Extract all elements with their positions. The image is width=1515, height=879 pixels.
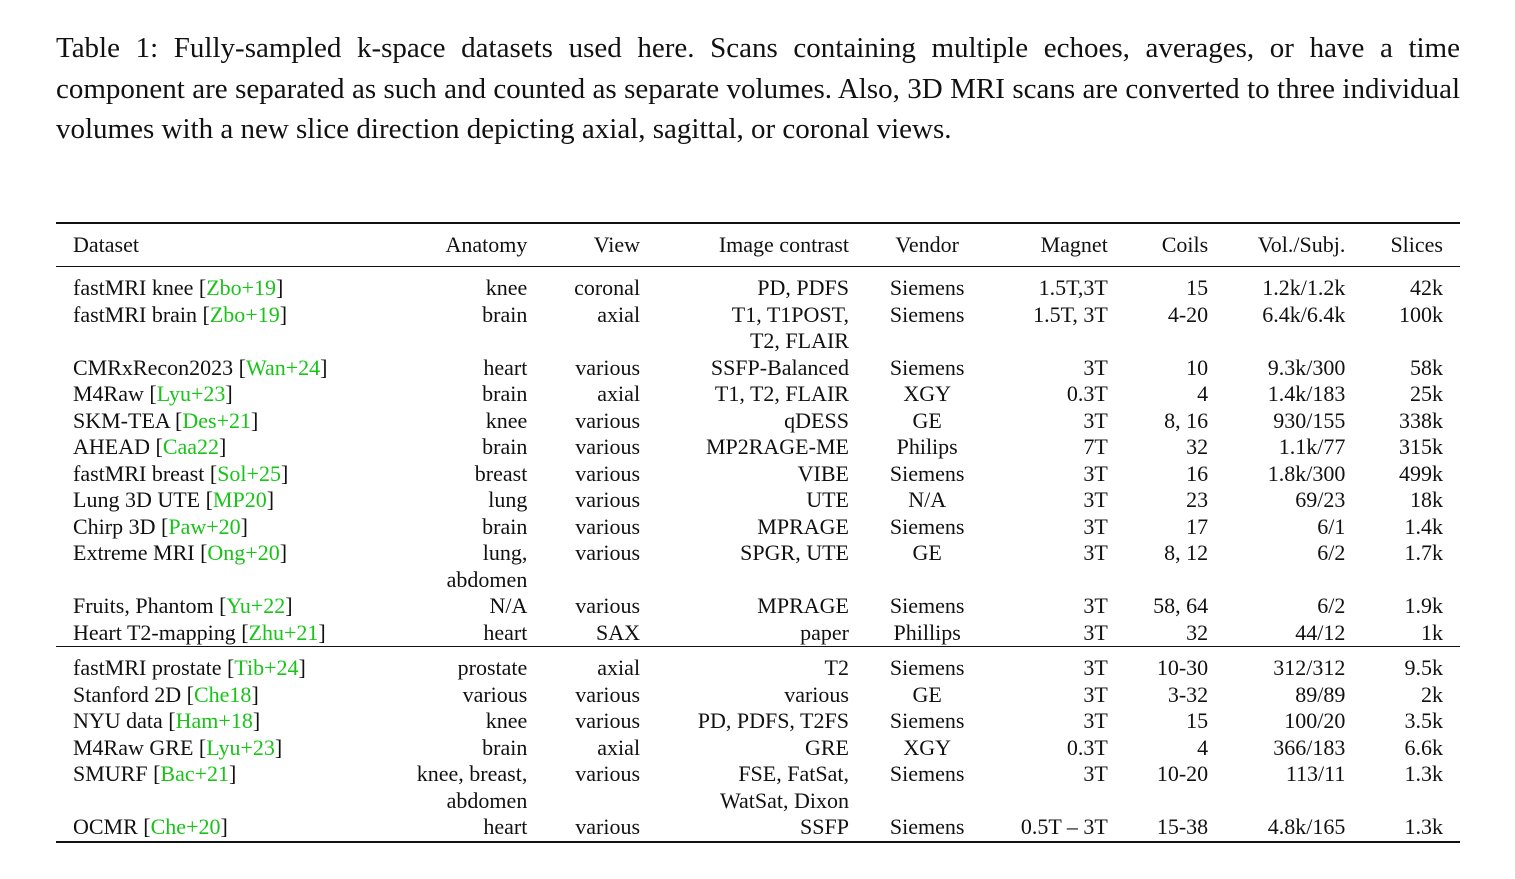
anatomy-cell-line: brain xyxy=(482,381,528,406)
coils-cell: 15 xyxy=(1186,708,1209,733)
magnet-cell: 3T xyxy=(1083,708,1108,733)
dataset-label: Stanford 2D [ xyxy=(73,681,194,707)
vendor-cell: Siemens xyxy=(889,460,965,486)
contrast-cell xyxy=(657,761,866,814)
coils-cell: 16 xyxy=(1186,460,1209,486)
anatomy-cell-line: knee, breast, xyxy=(416,761,528,786)
magnet-cell: 3T xyxy=(1083,354,1108,380)
vol-subj-cell: 1.2k/1.2k xyxy=(1262,275,1346,300)
anatomy-cell xyxy=(381,540,544,593)
anatomy-cell-line: abdomen xyxy=(446,566,528,592)
magnet-cell: 3T xyxy=(1083,513,1108,539)
vol-subj-cell: 6/2 xyxy=(1317,593,1346,618)
slices-cell: 338k xyxy=(1399,407,1443,433)
dataset-name xyxy=(56,302,381,355)
header-coils: Coils xyxy=(1161,232,1209,257)
dataset-name xyxy=(56,434,381,461)
view-cell: various xyxy=(575,814,641,839)
contrast-cell-line: PD, PDFS xyxy=(757,275,849,300)
vendor-cell: Siemens xyxy=(889,354,965,380)
slices-cell: 1.7k xyxy=(1404,540,1443,565)
table-row xyxy=(56,461,1460,488)
vendor-cell: Siemens xyxy=(889,708,965,733)
dataset-name xyxy=(56,381,381,408)
coils-cell: 15 xyxy=(1186,275,1209,300)
vendor-cell: Siemens xyxy=(889,655,965,680)
vendor-cell: GE xyxy=(912,540,942,565)
citation-bracket: ] xyxy=(252,708,261,733)
contrast-cell xyxy=(657,487,866,514)
contrast-cell-line: T1, T2, FLAIR xyxy=(714,381,849,406)
header-anatomy: Anatomy xyxy=(445,232,528,257)
coils-cell: 10-20 xyxy=(1156,761,1209,786)
contrast-cell xyxy=(657,682,866,709)
dataset-label: Fruits, Phantom [ xyxy=(73,593,227,618)
dataset-name xyxy=(56,514,381,541)
anatomy-cell xyxy=(381,593,544,620)
citation-bracket: ] xyxy=(229,761,237,786)
table-header xyxy=(56,223,1460,267)
contrast-cell xyxy=(657,408,866,435)
contrast-cell-line: PD, PDFS, T2FS xyxy=(697,708,849,733)
table-row xyxy=(56,708,1460,735)
anatomy-cell-line: brain xyxy=(482,734,528,760)
citation-bracket: ] xyxy=(225,381,233,406)
citation-link[interactable]: Wan+24 xyxy=(245,354,321,380)
table-caption: Table 1: Fully-sampled k-space datasets used here. Scans containing multiple echoes, averages, or have a time component are separated as such and counted as separate volumes. Also, 3D MRI scans are converted to three individual volumes with a new slice direction depicting axial, sagittal, or coronal views. xyxy=(56,32,1460,146)
contrast-cell xyxy=(657,355,866,382)
contrast-cell xyxy=(657,814,866,842)
view-cell: various xyxy=(575,513,641,539)
dataset-name xyxy=(56,487,381,514)
contrast-cell-line: SPGR, UTE xyxy=(740,540,849,565)
dataset-label: Lung 3D UTE [ xyxy=(73,487,213,512)
vol-subj-cell: 6.4k/6.4k xyxy=(1262,301,1346,327)
slices-cell: 1k xyxy=(1421,619,1443,645)
contrast-cell xyxy=(657,540,866,593)
citation-link[interactable]: Lyu+23 xyxy=(206,734,275,760)
anatomy-cell-line: lung xyxy=(488,487,528,512)
dataset-label: fastMRI prostate [ xyxy=(73,655,235,680)
view-cell: various xyxy=(575,487,641,512)
anatomy-cell xyxy=(381,487,544,514)
view-cell: axial xyxy=(597,381,641,406)
dataset-name xyxy=(56,735,381,762)
contrast-cell xyxy=(657,655,866,682)
citation-bracket: ] xyxy=(285,593,293,618)
coils-cell: 3-32 xyxy=(1167,681,1209,707)
dataset-label: NYU data [ xyxy=(73,708,176,733)
contrast-cell xyxy=(657,275,866,302)
anatomy-cell xyxy=(381,735,544,762)
contrast-cell-line: MPRAGE xyxy=(757,593,849,618)
anatomy-cell xyxy=(381,708,544,735)
anatomy-cell xyxy=(381,655,544,682)
coils-cell: 17 xyxy=(1186,513,1209,539)
vol-subj-cell: 1.8k/300 xyxy=(1267,460,1346,486)
dataset-label: Chirp 3D [ xyxy=(73,513,169,539)
dataset-name xyxy=(56,682,381,709)
slices-cell: 1.3k xyxy=(1404,761,1443,786)
header-dataset: Dataset xyxy=(73,232,139,257)
contrast-cell-line: GRE xyxy=(804,734,849,760)
vendor-cell: Siemens xyxy=(889,761,965,786)
table-row xyxy=(56,381,1460,408)
dataset-name xyxy=(56,355,381,382)
view-cell: various xyxy=(575,434,641,459)
vol-subj-cell: 4.8k/165 xyxy=(1267,814,1346,839)
dataset-label: AHEAD [ xyxy=(73,434,163,459)
header-view: View xyxy=(593,232,641,257)
slices-cell: 499k xyxy=(1399,460,1443,486)
citation-bracket: ] xyxy=(219,434,227,459)
magnet-cell: 3T xyxy=(1083,593,1108,618)
slices-cell: 6.6k xyxy=(1404,734,1443,760)
contrast-cell-line: FSE, FatSat, xyxy=(738,761,849,786)
citation-bracket: ] xyxy=(240,513,248,539)
coils-cell: 4 xyxy=(1197,381,1209,406)
coils-cell: 8, 12 xyxy=(1164,540,1209,565)
magnet-cell: 1.5T, 3T xyxy=(1033,301,1108,327)
citation-bracket: ] xyxy=(276,275,284,300)
dataset-label: Extreme MRI [ xyxy=(73,540,208,565)
dataset-label: fastMRI knee [ xyxy=(73,275,207,300)
vol-subj-cell: 1.4k/183 xyxy=(1267,381,1346,406)
table-row xyxy=(56,540,1460,593)
vendor-cell: Siemens xyxy=(889,593,965,618)
anatomy-cell-line: heart xyxy=(483,619,528,645)
anatomy-cell xyxy=(381,814,544,842)
dataset-label: M4Raw GRE [ xyxy=(73,734,207,760)
vendor-cell: Siemens xyxy=(889,275,965,300)
dataset-label: fastMRI brain [ xyxy=(73,301,210,327)
contrast-cell xyxy=(657,735,866,762)
vol-subj-cell: 113/11 xyxy=(1285,761,1346,786)
contrast-cell xyxy=(657,514,866,541)
table-row xyxy=(56,302,1460,355)
contrast-cell xyxy=(657,381,866,408)
citation-link[interactable]: Caa22 xyxy=(162,434,220,459)
view-cell: various xyxy=(575,681,641,707)
citation-bracket: ] xyxy=(266,487,275,512)
table-row xyxy=(56,408,1460,435)
citation-bracket: ] xyxy=(251,681,259,707)
dataset-name xyxy=(56,540,381,593)
citation-link[interactable]: Ong+20 xyxy=(207,540,280,565)
magnet-cell: 3T xyxy=(1083,681,1108,707)
magnet-cell: 3T xyxy=(1083,761,1108,786)
vendor-cell: Siemens xyxy=(889,513,965,539)
coils-cell: 58, 64 xyxy=(1153,593,1209,618)
citation-link[interactable]: Des+21 xyxy=(182,407,252,433)
table-row xyxy=(56,593,1460,620)
slices-cell: 2k xyxy=(1421,681,1443,707)
anatomy-cell-line: brain xyxy=(482,301,528,327)
slices-cell: 25k xyxy=(1410,381,1443,406)
dataset-name xyxy=(56,593,381,620)
anatomy-cell-line: breast xyxy=(474,460,528,486)
citation-link[interactable]: Tib+24 xyxy=(234,655,299,680)
coils-cell: 15-38 xyxy=(1156,814,1209,839)
magnet-cell: 3T xyxy=(1083,619,1108,645)
citation-bracket: ] xyxy=(279,301,288,327)
coils-cell: 23 xyxy=(1186,487,1209,512)
anatomy-cell-line: prostate xyxy=(457,655,528,680)
dataset-label: OCMR [ xyxy=(73,814,151,839)
coils-cell: 4-20 xyxy=(1167,301,1209,327)
table-body xyxy=(56,267,1460,842)
dataset-name xyxy=(56,814,381,842)
dataset-name xyxy=(56,408,381,435)
table-row xyxy=(56,434,1460,461)
coils-cell: 32 xyxy=(1186,619,1209,645)
slices-cell: 1.3k xyxy=(1404,814,1443,839)
contrast-cell xyxy=(657,461,866,488)
view-cell: various xyxy=(575,708,641,733)
contrast-cell-line: UTE xyxy=(806,487,849,512)
magnet-cell: 0.3T xyxy=(1066,381,1108,406)
contrast-cell xyxy=(657,708,866,735)
table-row xyxy=(56,735,1460,762)
table-row xyxy=(56,275,1460,302)
magnet-cell: 1.5T,3T xyxy=(1038,275,1108,300)
vol-subj-cell: 69/23 xyxy=(1295,487,1346,512)
anatomy-cell-line: brain xyxy=(482,434,528,459)
citation-bracket: ] xyxy=(280,460,289,486)
coils-cell: 8, 16 xyxy=(1164,407,1209,433)
header-magnet: Magnet xyxy=(1040,232,1108,257)
anatomy-cell xyxy=(381,434,544,461)
header-image-contrast: Image contrast xyxy=(718,232,849,257)
contrast-cell-line: WatSat, Dixon xyxy=(719,787,849,813)
slices-cell: 1.9k xyxy=(1404,593,1443,618)
dataset-label: CMRxRecon2023 [ xyxy=(73,354,246,380)
citation-link[interactable]: MP20 xyxy=(212,487,267,512)
anatomy-cell xyxy=(381,302,544,355)
magnet-cell: 3T xyxy=(1083,487,1108,512)
view-cell: axial xyxy=(597,655,641,680)
citation-link[interactable]: Che+20 xyxy=(150,814,221,839)
table-row xyxy=(56,761,1460,814)
view-cell: various xyxy=(575,540,641,565)
slices-cell: 9.5k xyxy=(1404,655,1443,680)
vol-subj-cell: 1.1k/77 xyxy=(1278,434,1346,459)
spacer-row xyxy=(56,267,1460,276)
coils-cell: 4 xyxy=(1197,734,1209,760)
anatomy-cell xyxy=(381,461,544,488)
contrast-cell-line: qDESS xyxy=(784,407,849,433)
vendor-cell: Philips xyxy=(896,434,958,459)
contrast-cell-line: T2 xyxy=(824,655,849,680)
anatomy-cell xyxy=(381,355,544,382)
contrast-cell xyxy=(657,434,866,461)
citation-bracket: ] xyxy=(274,734,283,760)
citation-link[interactable]: Zbo+19 xyxy=(209,301,280,327)
dataset-label: fastMRI breast [ xyxy=(73,460,218,486)
slices-cell: 18k xyxy=(1410,487,1443,512)
citation-link[interactable]: Lyu+23 xyxy=(156,381,226,406)
coils-cell: 32 xyxy=(1186,434,1209,459)
header-vendor: Vendor xyxy=(895,232,959,257)
citation-link[interactable]: Ham+18 xyxy=(175,708,253,733)
header-vol-subj: Vol./Subj. xyxy=(1257,232,1346,257)
view-cell: various xyxy=(575,593,641,618)
dataset-name xyxy=(56,761,381,814)
dataset-label: M4Raw [ xyxy=(73,381,157,406)
contrast-cell xyxy=(657,302,866,355)
dataset-name xyxy=(56,620,381,647)
anatomy-cell-line: abdomen xyxy=(446,787,528,813)
magnet-cell: 3T xyxy=(1083,460,1108,486)
spacer-row xyxy=(56,647,1460,656)
anatomy-cell xyxy=(381,275,544,302)
citation-link[interactable]: Sol+25 xyxy=(217,460,281,486)
vol-subj-cell: 930/155 xyxy=(1273,407,1346,433)
slices-cell: 315k xyxy=(1399,434,1443,459)
view-cell: coronal xyxy=(574,275,641,300)
citation-bracket: ] xyxy=(251,407,259,433)
anatomy-cell xyxy=(381,408,544,435)
vol-subj-cell: 9.3k/300 xyxy=(1267,354,1346,380)
view-cell: SAX xyxy=(596,619,641,645)
anatomy-cell xyxy=(381,761,544,814)
dataset-label: SKM-TEA [ xyxy=(73,407,183,433)
vendor-cell: Siemens xyxy=(889,301,965,327)
citation-bracket: ] xyxy=(298,655,306,680)
contrast-cell-line: paper xyxy=(800,619,849,645)
magnet-cell: 0.3T xyxy=(1066,734,1108,760)
view-cell: various xyxy=(575,460,641,486)
view-cell: various xyxy=(575,761,641,786)
contrast-cell xyxy=(657,620,866,647)
anatomy-cell-line: various xyxy=(462,681,528,707)
citation-link[interactable]: Bac+21 xyxy=(160,761,230,786)
contrast-cell-line: MP2RAGE-ME xyxy=(705,434,849,459)
contrast-cell-line: VIBE xyxy=(797,460,849,486)
vendor-cell: GE xyxy=(912,407,942,433)
anatomy-cell xyxy=(381,381,544,408)
anatomy-cell-line: knee xyxy=(485,708,528,733)
citation-link[interactable]: Che18 xyxy=(193,681,252,707)
table-row xyxy=(56,682,1460,709)
slices-cell: 100k xyxy=(1399,301,1443,327)
vendor-cell: XGY xyxy=(903,381,951,406)
coils-cell: 10 xyxy=(1186,354,1209,380)
anatomy-cell xyxy=(381,620,544,647)
dataset-label: SMURF [ xyxy=(73,761,161,786)
view-cell: various xyxy=(575,407,641,433)
vendor-cell: N/A xyxy=(908,487,947,512)
vol-subj-cell: 89/89 xyxy=(1295,681,1346,707)
dataset-name xyxy=(56,275,381,302)
contrast-cell-line: SSFP xyxy=(800,814,849,839)
citation-link[interactable]: Paw+20 xyxy=(168,513,241,539)
slices-cell: 58k xyxy=(1410,354,1443,380)
vol-subj-cell: 6/2 xyxy=(1317,540,1346,565)
anatomy-cell-line: knee xyxy=(485,275,528,300)
vendor-cell: GE xyxy=(912,681,942,707)
view-cell: axial xyxy=(597,301,641,327)
citation-bracket: ] xyxy=(318,619,326,645)
view-cell: axial xyxy=(597,734,641,760)
vol-subj-cell: 100/20 xyxy=(1284,708,1346,733)
table-row xyxy=(56,655,1460,682)
citation-link[interactable]: Zhu+21 xyxy=(248,619,319,645)
datasets-table-container xyxy=(56,222,1460,843)
view-cell: various xyxy=(575,354,641,380)
anatomy-cell-line: heart xyxy=(483,814,528,839)
magnet-cell: 7T xyxy=(1083,434,1108,459)
contrast-cell-line: MPRAGE xyxy=(757,513,849,539)
citation-bracket: ] xyxy=(220,814,228,839)
header-row xyxy=(56,223,1460,267)
anatomy-cell-line: heart xyxy=(483,354,528,380)
anatomy-cell xyxy=(381,514,544,541)
anatomy-cell-line: brain xyxy=(482,513,528,539)
table-row xyxy=(56,814,1460,842)
anatomy-cell-line: knee xyxy=(485,407,528,433)
table-row xyxy=(56,355,1460,382)
vendor-cell: Phillips xyxy=(893,619,961,645)
magnet-cell: 3T xyxy=(1083,655,1108,680)
contrast-cell-line: T1, T1POST, xyxy=(731,301,849,327)
magnet-cell: 3T xyxy=(1083,407,1108,433)
contrast-cell-line: T2, FLAIR xyxy=(749,328,849,353)
table-row xyxy=(56,620,1460,647)
contrast-cell xyxy=(657,593,866,620)
contrast-cell-line: SSFP-Balanced xyxy=(710,354,849,380)
dataset-label: Heart T2-mapping [ xyxy=(73,619,249,645)
citation-link[interactable]: Yu+22 xyxy=(226,593,286,618)
table-row xyxy=(56,487,1460,514)
coils-cell: 10-30 xyxy=(1156,655,1209,680)
anatomy-cell xyxy=(381,682,544,709)
slices-cell: 3.5k xyxy=(1404,708,1443,733)
vendor-cell: XGY xyxy=(903,734,951,760)
dataset-name xyxy=(56,708,381,735)
citation-bracket: ] xyxy=(320,354,328,380)
citation-link[interactable]: Zbo+19 xyxy=(206,275,277,300)
slices-cell: 1.4k xyxy=(1404,513,1443,539)
vol-subj-cell: 312/312 xyxy=(1273,655,1346,680)
vol-subj-cell: 366/183 xyxy=(1273,734,1346,760)
vendor-cell: Siemens xyxy=(889,814,965,839)
anatomy-cell-line: lung, xyxy=(482,540,528,565)
dataset-name xyxy=(56,461,381,488)
slices-cell: 42k xyxy=(1410,275,1443,300)
magnet-cell: 0.5T – 3T xyxy=(1020,814,1108,839)
anatomy-cell-line: N/A xyxy=(489,593,528,618)
datasets-table xyxy=(56,222,1460,843)
table-row xyxy=(56,514,1460,541)
vol-subj-cell: 44/12 xyxy=(1295,619,1346,645)
contrast-cell-line: various xyxy=(784,681,849,707)
header-slices: Slices xyxy=(1390,232,1443,257)
citation-bracket: ] xyxy=(279,540,288,565)
dataset-name xyxy=(56,655,381,682)
magnet-cell: 3T xyxy=(1083,540,1108,565)
vol-subj-cell: 6/1 xyxy=(1317,513,1346,539)
